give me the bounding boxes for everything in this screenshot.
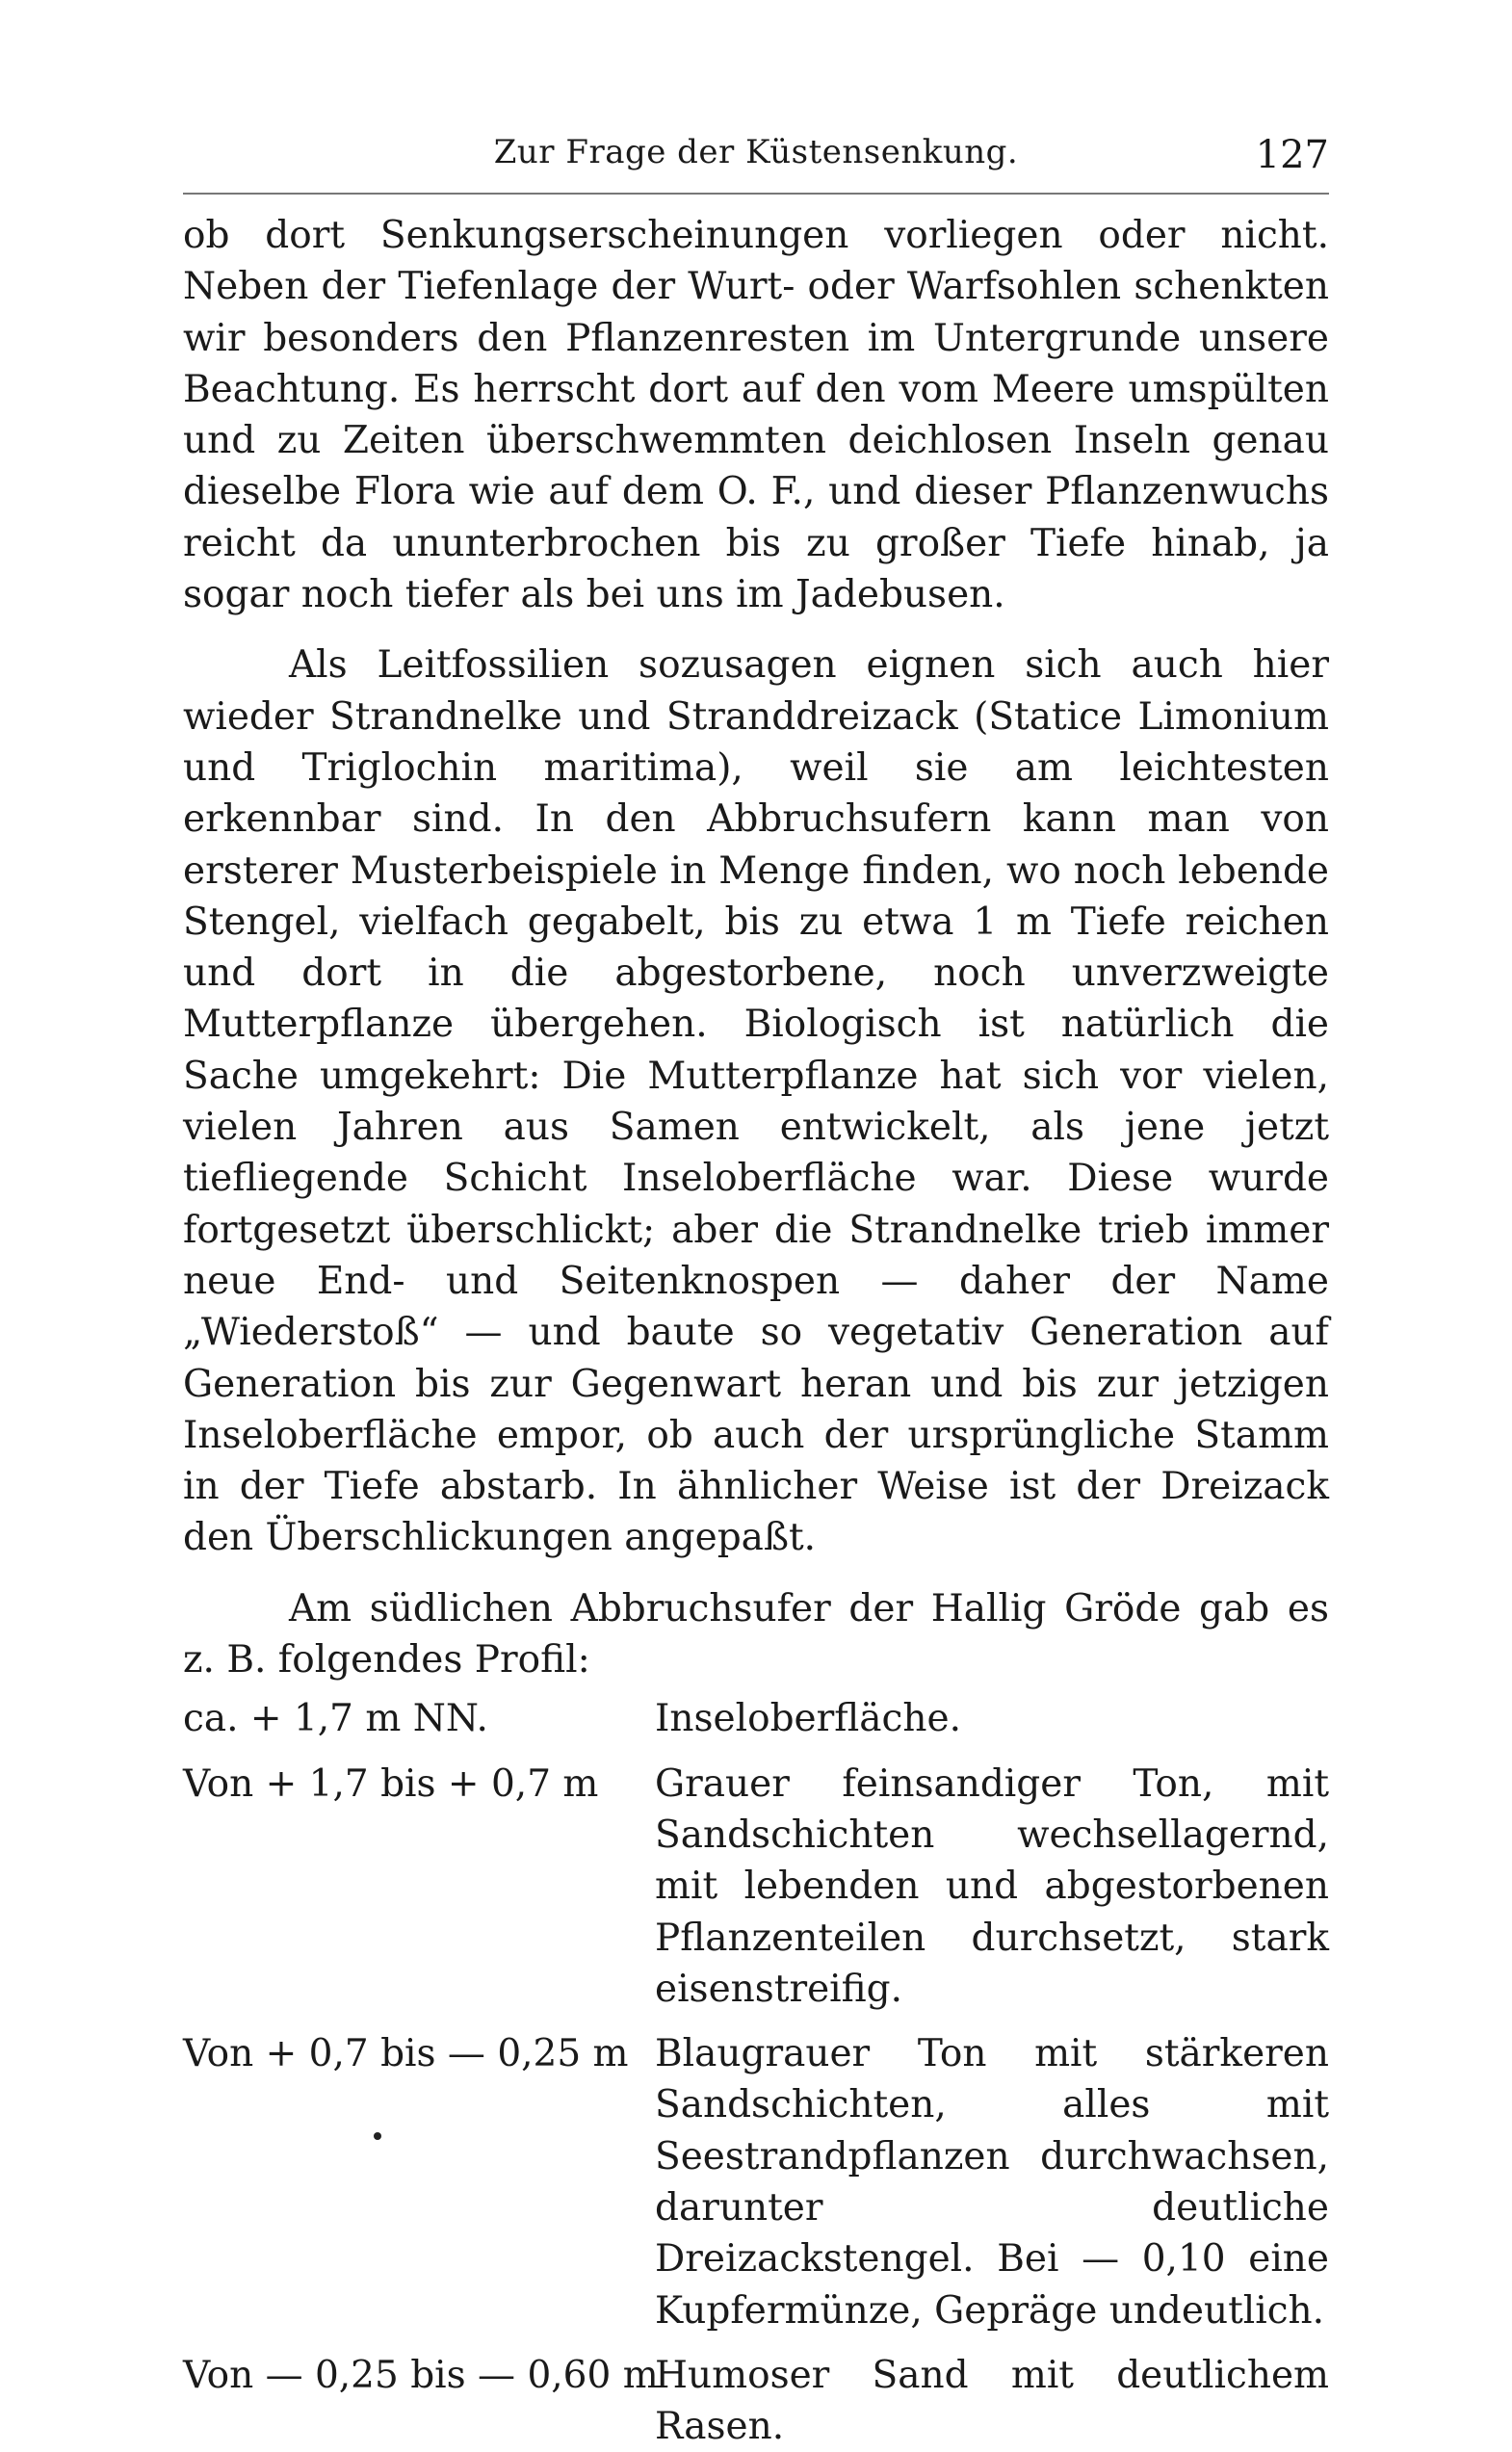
profile-description: Blaugrauer Ton mit stärkeren Sandschichten, alles mit Seestrandpflanzen durchwachsen, darunter deutliche Dreizackstengel. Bei — 0,10 eine Kupfermünze, Gepräge undeutlich.	[655, 2032, 1329, 2333]
soil-profile	[183, 1693, 1329, 2452]
paragraph-3: Am südlichen Abbruchsufer der Hallig Gröde gab es z. B. folgendes Profil:	[183, 1586, 1329, 1682]
page-number: 127	[1255, 133, 1329, 177]
profile-description: Inseloberfläche.	[655, 1697, 961, 1741]
profile-depth: ca. + 1,7 m NN.	[183, 1697, 488, 1741]
profile-depth: Von — 0,25 bis — 0,60 m	[183, 2353, 659, 2397]
profile-description: Humoser Sand mit deutlichem Rasen.	[655, 2353, 1329, 2449]
running-title: Zur Frage der Küstensenkung.	[493, 133, 1019, 171]
profile-row	[183, 2350, 1329, 2452]
profile-description: Grauer feinsandiger Ton, mit Sandschichten wechsellagernd, mit lebenden und abgestorbenen Pflanzenteilen durchsetzt, stark eisenstreifig.	[655, 1761, 1329, 2011]
ink-dot	[374, 2132, 381, 2140]
paragraph-2: Als Leitfossilien sozusagen eignen sich auch hier wieder Strandnelke und Stranddreizack (Statice Limonium und Triglochin maritima), weil sie am leichtesten erkennbar sind. In den Abbruchsufern kann man von ersterer Musterbeispiele in Menge finden, wo noch lebende Stengel, vielfach gegabelt, bis zu etwa 1 m Tiefe reichen und dort in die abgestorbene, noch unverzweigte Mutterpflanze übergehen. Biologisch ist natürlich die Sache umgekehrt: Die Mutterpflanze hat sich vor vielen, vielen Jahren aus Samen entwickelt, als jene jetzt tiefliegende Schicht Inseloberfläche war. Diese wurde fortgesetzt überschlickt; aber die Strandnelke trieb immer neue End- und Seitenknospen — daher der Name „Wiederstoß“ — und baute so vegetativ Generation auf Generation bis zur Gegenwart heran und bis zur jetzigen Inseloberfläche empor, ob auch der ursprüngliche Stamm in der Tiefe abstarb. In ähnlicher Weise ist der Dreizack den Überschlickungen angepaßt.	[183, 643, 1329, 1560]
profile-row	[183, 1693, 1329, 1744]
profile-depth: Von + 0,7 bis — 0,25 m	[183, 2032, 629, 2076]
body-text	[183, 210, 1329, 2452]
profile-row	[183, 2028, 1329, 2336]
running-header	[183, 125, 1329, 183]
profile-row	[183, 1759, 1329, 2015]
paragraph-1: ob dort Senkungserscheinungen vorliegen oder nicht. Neben der Tiefenlage der Wurt- oder Warfsohlen schenkten wir besonders den Pflanzenresten im Untergrunde unsere Beachtung. Es herrscht dort auf den vom Meere umspülten und zu Zeiten überschwemmten deichlosen Inseln genau dieselbe Flora wie auf dem O. F., und dieser Pflanzenwuchs reicht da ununterbrochen bis zu großer Tiefe hinab, ja sogar noch tiefer als bei uns im Jadebusen.	[183, 214, 1329, 617]
header-rule	[183, 193, 1329, 195]
profile-depth: Von + 1,7 bis + 0,7 m	[183, 1761, 599, 1806]
